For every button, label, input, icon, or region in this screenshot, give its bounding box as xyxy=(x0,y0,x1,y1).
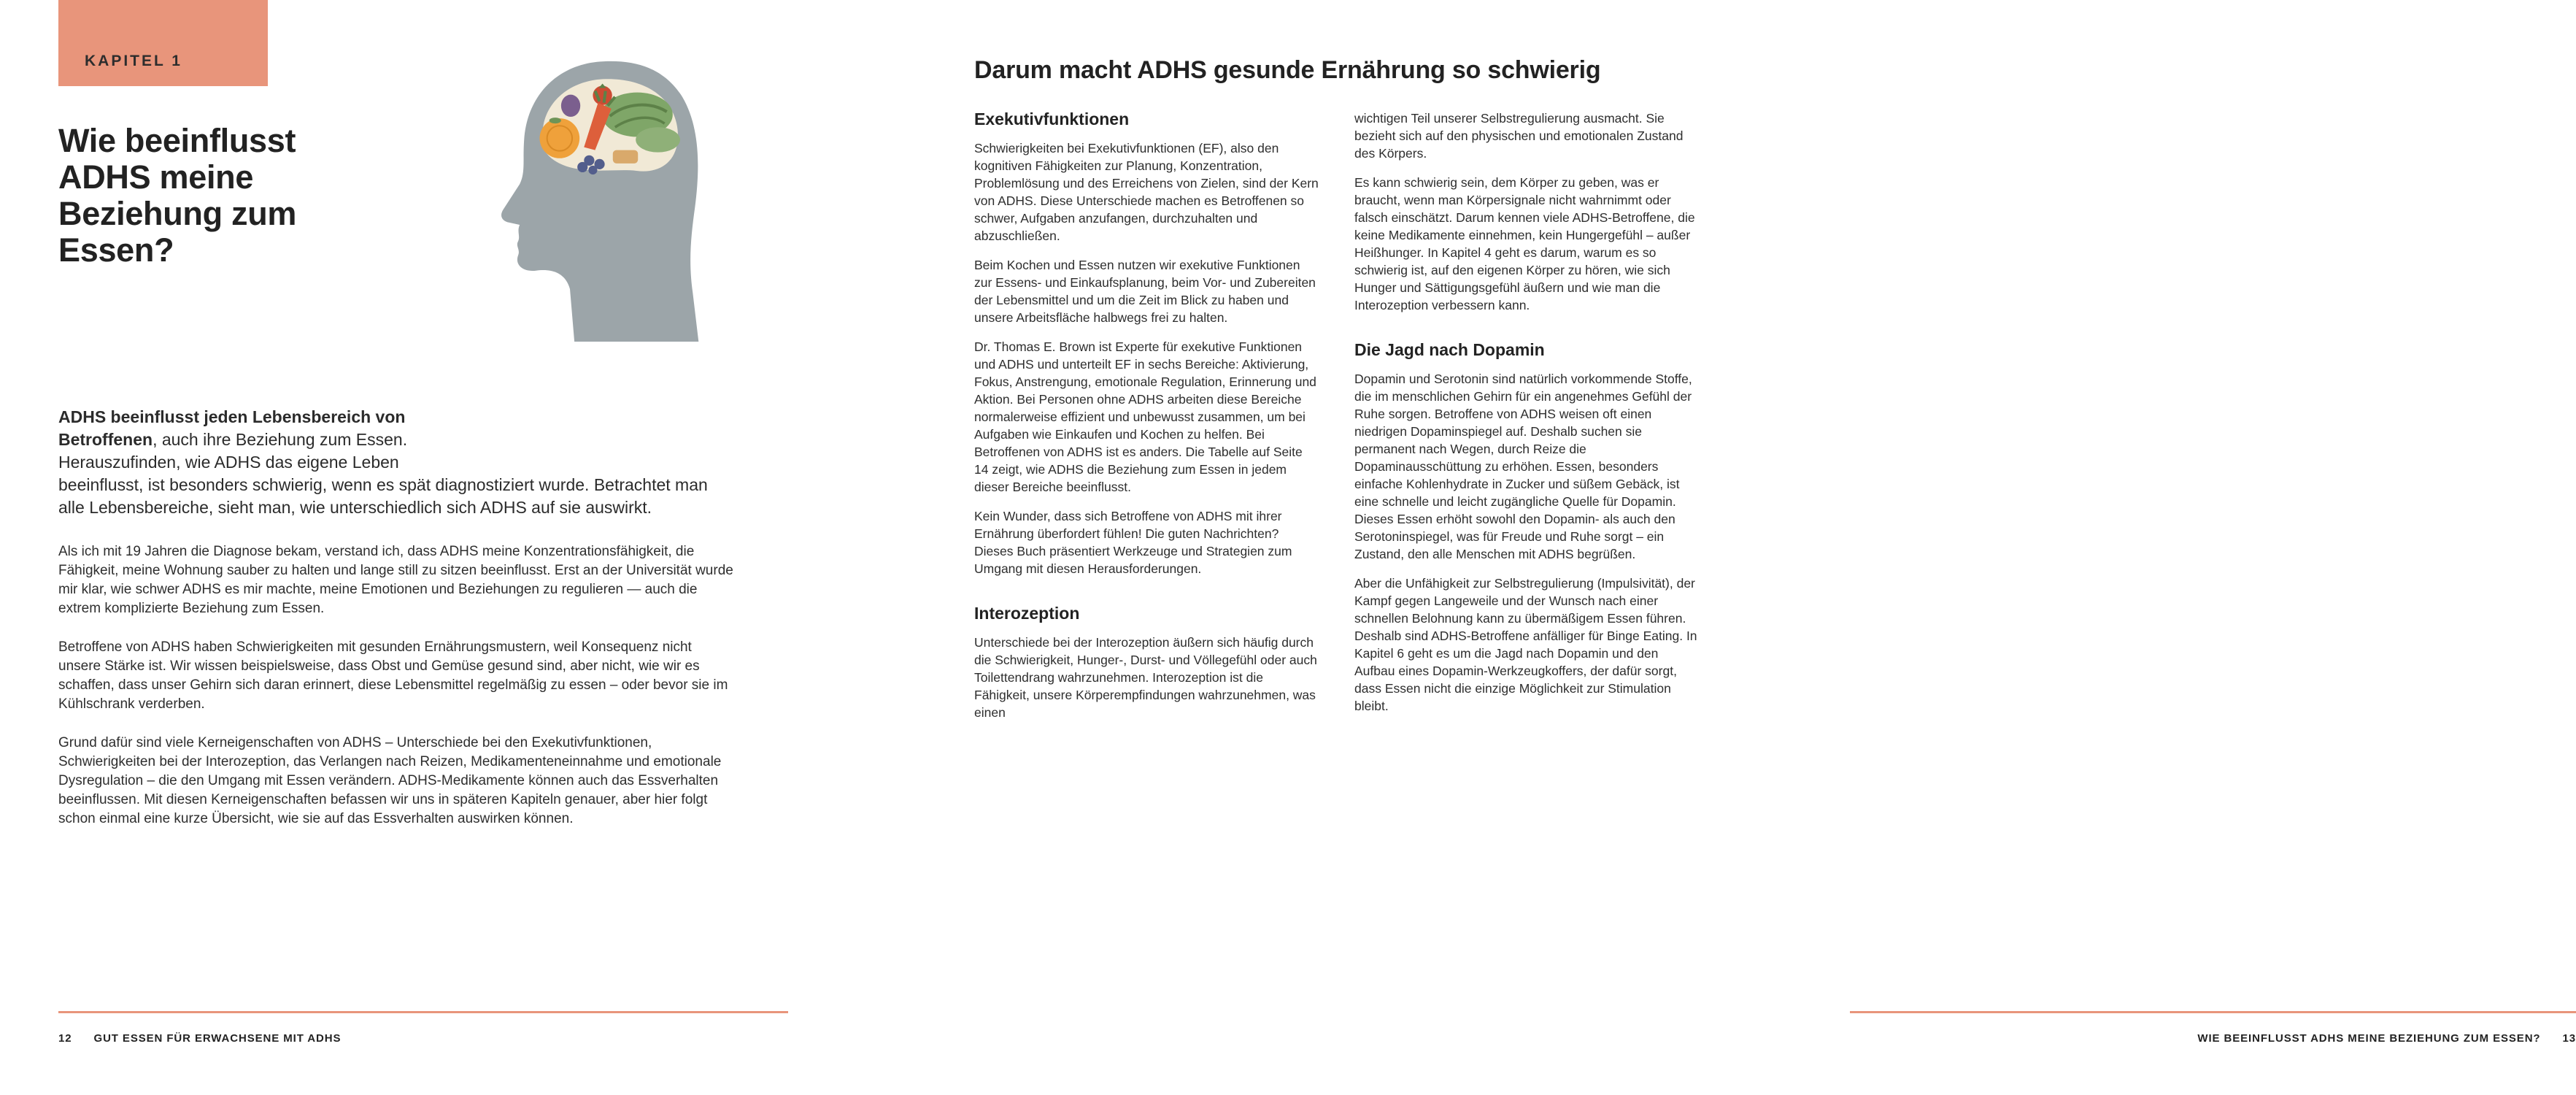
footer-right xyxy=(1850,1011,2576,1045)
footer-left xyxy=(58,1011,788,1045)
intro-lead-rest: , auch ihre Beziehung zum Essen. Herauszufinden, wie ADHS das eigene Leben beeinflusst, ist besonders schwierig, wenn es spät diagnostiziert wurde. Betrachtet man alle Lebensbereiche, sieht man, wie unterschiedlich sich ADHS auf sie auswirkt. xyxy=(58,430,708,517)
chapter-title xyxy=(58,123,733,269)
body-paragraph: Als ich mit 19 Jahren die Diagnose bekam, verstand ich, dass ADHS meine Konzentrationsfähigkeit, die Fähigkeit, meine Wohnung sauber zu halten und lange still zu sitzen beeinflusst. Erst an der Universität wurde mir klar, wie schwer ADHS es mir machte, meine Emotionen und Beziehungen zu regulieren — auch die extrem komplizierte Beziehung zum Essen. xyxy=(58,544,733,616)
column-paragraph: Kein Wunder, dass sich Betroffene von ADHS mit ihrer Ernährung überfordert fühlen! Die guten Nachrichten? Dieses Buch präsentiert Werkzeuge und Strategien zum Umgang mit diesen Herausforderungen. xyxy=(974,509,1292,576)
running-footer-title: WIE BEEINFLUSST ADHS MEINE BEZIEHUNG ZUM ESSEN? xyxy=(2197,1032,2541,1045)
page-number: 13 xyxy=(2562,1032,2576,1045)
column-paragraph: Schwierigkeiten bei Exekutivfunktionen (EF), also den kognitiven Fähigkeiten zur Planung, Konzentration, Problemlösung und des Erreichens von Zielen, sind der Kern von ADHS. Diese Unterschiede machen es Betroffenen so schwer, Aufgaben anzufangen, durchzuhalten und abzuschließen. xyxy=(974,141,1319,243)
column-paragraph: Beim Kochen und Essen nutzen wir exekutive Funktionen zur Essens- und Einkaufsplanung, beim Vor- und Zubereiten der Lebensmittel und um die Zeit im Blick zu haben und unsere Arbeitsfläche halbwegs frei zu halten. xyxy=(974,258,1316,325)
page-right xyxy=(876,0,2576,1095)
chapter-badge-label: KAPITEL 1 xyxy=(85,53,182,69)
footer-row xyxy=(1850,1032,2576,1045)
intro-paragraph xyxy=(58,406,733,519)
chapter-title-line: Wie beeinflusst xyxy=(58,122,296,159)
subheading-die-jagd-nach-dopamin: Die Jagd nach Dopamin xyxy=(1354,340,1545,359)
left-page-content xyxy=(58,86,733,829)
chapter-title-line: Essen? xyxy=(58,231,174,269)
intro-lead-bold: ADHS beeinflusst jeden Lebensbereich von Betroffenen xyxy=(58,407,406,449)
column-right xyxy=(1354,110,1700,733)
chapter-title-line: Beziehung zum xyxy=(58,195,297,232)
column-paragraph: Dr. Thomas E. Brown ist Experte für exekutive Funktionen und ADHS und unterteilt EF in sechs Bereiche: Aktivierung, Fokus, Anstrengung, emotionale Regulation, Erinnerung und Aktion. Bei Personen ohne ADHS arbeiten diese Bereiche normalerweise effizient und unbewusst zusammen, um bei Aufgaben wie Einkaufen und Kochen zu helfen. Bei Betroffenen von ADHS ist es anders. Die Tabelle auf Seite 14 zeigt, wie ADHS die Beziehung zum Essen in jedem dieser Bereiche beeinflusst. xyxy=(974,339,1316,494)
column-paragraph: Unterschiede bei der Interozeption äußern sich häufig durch die Schwierigkeit, Hunger-, Durst- und Völlegefühl oder auch Toilettendrang wahrzunehmen. Interozeption ist die Fähigkeit, unsere Körperempfindungen wahrzunehmen, was einen xyxy=(974,635,1317,720)
column-left xyxy=(974,110,1319,733)
footer-rule xyxy=(1850,1011,2576,1013)
text-wrap-spacer xyxy=(441,406,733,454)
column-paragraph: Dopamin und Serotonin sind natürlich vorkommende Stoffe, die im menschlichen Gehirn für ein angenehmes Gefühl der Ruhe sorgen. Betroffene von ADHS weisen oft einen niedrigen Dopaminspiegel auf. Deshalb suchen sie permanent nach Wegen, durch Reize die Dopaminausschüttung zu erhöhen. Essen, besonders einfache Kohlenhydrate in Zucker und süßem Gebäck, ist eine schnelle und leicht zugängliche Quelle für Dopamin. Dieses Essen erhöht sowohl den Dopamin- als auch den Serotoninspiegel, was für Freude und Ruhe sorgt – ein Zustand, den alle Menschen mit ADHS begrüßen. xyxy=(1354,372,1692,561)
column-paragraph: wichtigen Teil unserer Selbstregulierung ausmacht. Sie bezieht sich auf den physischen und emotionalen Zustand des Körpers. xyxy=(1354,111,1684,161)
section-heading: Darum macht ADHS gesunde Ernährung so schwierig xyxy=(974,56,1601,84)
column-paragraph: Es kann schwierig sein, dem Körper zu geben, was er braucht, wenn man Körpersignale nicht wahrnimmt oder falsch einschätzt. Darum kennen viele ADHS-Betroffene, die keine Medikamente einnehmen, kein Hungergefühl – außer Heißhunger. In Kapitel 4 geht es darum, warum es so schwierig ist, auf den eigenen Körper zu hören, wie sich Hunger und Sättigungsgefühl äußern und wie man die Interozeption verbessern kann. xyxy=(1354,175,1695,312)
two-column-layout xyxy=(974,110,1700,733)
body-paragraph: Betroffene von ADHS haben Schwierigkeiten mit gesunden Ernährungsmustern, weil Konsequenz nicht unsere Stärke ist. Wir wissen beispielsweise, dass Obst und Gemüse gesund sind, aber nicht, wie wir es schaffen, dass unser Gehirn sich daran erinnert, diese Lebensmittel regelmäßig zu essen – oder bevor sie im Kühlschrank verderben. xyxy=(58,639,728,712)
subheading-interozeption: Interozeption xyxy=(974,604,1080,623)
page-left xyxy=(0,0,876,1095)
chapter-badge xyxy=(58,0,268,86)
body-paragraph: Grund dafür sind viele Kerneigenschaften von ADHS – Unterschiede bei den Exekutivfunktionen, Schwierigkeiten bei der Interozeption, das Verlangen nach Reizen, Medikamenteneinnahme und emotionale Dysregulation – die den Umgang mit Essen verändern. ADHS-Medikamente können auch das Essverhalten beeinflussen. Mit diesen Kerneigenschaften befassen wir uns in späteren Kapiteln genauer, aber hier folgt schon einmal eine kurze Übersicht, wie sie auf das Essverhalten auswirken können. xyxy=(58,735,722,826)
subheading-exekutivfunktionen: Exekutivfunktionen xyxy=(974,110,1130,128)
right-page-content xyxy=(974,0,1700,733)
page-number: 12 xyxy=(58,1032,72,1045)
chapter-title-line: ADHS meine xyxy=(58,158,254,196)
footer-row xyxy=(58,1032,788,1045)
running-footer-title: GUT ESSEN FÜR ERWACHSENE MIT ADHS xyxy=(93,1032,342,1045)
footer-rule xyxy=(58,1011,788,1013)
column-paragraph: Aber die Unfähigkeit zur Selbstregulierung (Impulsivität), der Kampf gegen Langeweile und der Wunsch nach einer schnellen Belohnung kann zu übermäßigem Essen führen. Deshalb sind ADHS-Betroffene anfälliger für Binge Eating. In Kapitel 6 geht es um die Jagd nach Dopamin und den Aufbau eines Dopamin-Werkzeugkoffers, der dafür sorgt, dass Essen nicht die einzige Möglichkeit zur Stimulation bleibt. xyxy=(1354,576,1697,713)
